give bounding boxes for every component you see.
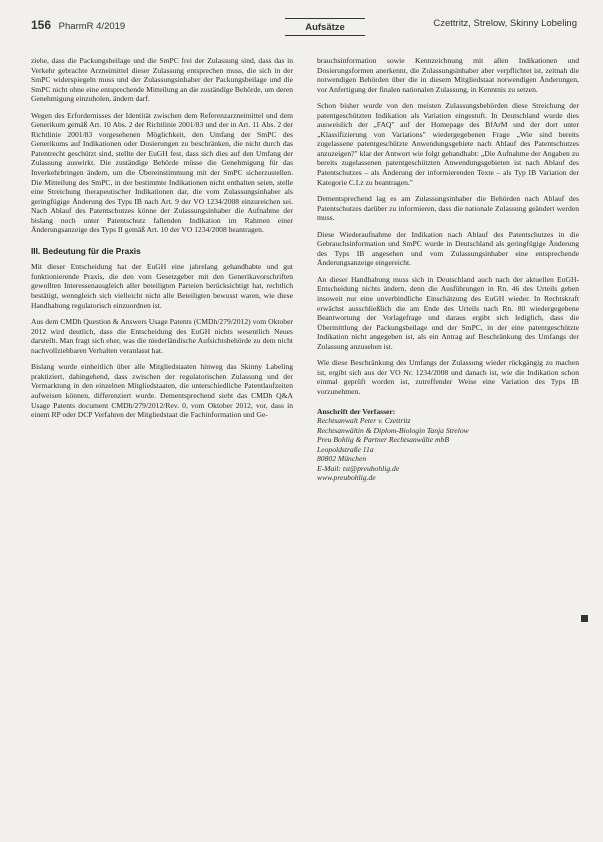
paragraph: Aus dem CMDh Question & Answers Usage Patents (CMDh/279/2012) vom Oktober 2012 wird deutlich, dass die Entscheidung des EuGH nichts wesentlich Neues darstellt. Man fragt sich eher, was die niederländische Aufsichtsbehörde zu dem nicht nachvollziehbaren Verhalten veranlasst hat. xyxy=(31,317,293,355)
page-header xyxy=(31,14,577,34)
author-line: Rechtsanwalt Peter v. Czettritz xyxy=(317,416,411,426)
paragraph: Schon bisher wurde von den meisten Zulassungsbehörden diese Streichung der patentgeschützten Indikation als Variation eingestuft. In Deutschland wurde dies ausweislich der „FAQ" auf der Homepage des BfArM und der dort unter „Klassifizierung von Variations" wiedergegebenen Frage „Wie sind bereits zugelassene patentgeschützte Anwendungsgebiete nach Ablauf des Patentschutzes anzuzeigen?" klar der Antwort wie folgt gehandhabt: „Die Aufnahme der Angaben zu bereits zugelassenen patentgeschützten Anwendungsgebieten ist nach Ablauf des Patentschutzes – als Änderung der informierenden Texte – als Typ IB Variation der Kategorie C.I.z zu beantragen." xyxy=(317,101,579,187)
paragraph: Bislang wurde einheitlich über alle Mitgliedstaaten hinweg das Skinny Labeling praktiziert, dahingehend, dass zwischen der regulatorischen Zulassung und der Vermarktung in den einzelnen Mitgliedstaaten, die unterschiedliche Patentlaufzeiten aufweisen können, differenziert wurde. Dementsprechend sieht das CMDh Q&A Usage Patents document CMDh/279/2012/Rev. 0, vom Oktober 2012, vor, dass in einem RP oder DCP Verfahren der Mitgliedstaat die Fachinformation und Ge- xyxy=(31,362,293,420)
paragraph: ziehe, dass die Packungsbeilage und die SmPC frei der Zulassung sind, dass das in Verkehr gebrachte Arzneimittel dieser Zulassung entsprechen muss, die sich in der SmPC widerspiegeln muss und der Zulassungsinhaber der Packungsbeilage und die SmPC nicht ohne eine entsprechende Mitteilung an die zuständige Behörde, um deren Genehmigung einzuholen, ändern darf. xyxy=(31,56,293,104)
author-address-heading: Anschrift der Verfasser: xyxy=(317,406,396,416)
author-line: Rechtsanwältin & Diplom-Biologin Tanja Strelow xyxy=(317,425,469,435)
paragraph: Dementsprechend lag es am Zulassungsinhaber die Behörden nach Ablauf des Patentschutzes darüber zu informieren, dass die nationale Zulassung geändert werden muss. xyxy=(317,194,579,223)
section-heading: III. Bedeutung für die Praxis xyxy=(31,245,141,256)
paragraph: Wegen des Erfordernisses der Identität zwischen dem Referenzarzneimittel und dem Generikum gemäß Art. 10 Abs. 2 der Richtlinie 2001/83 und der in Art. 11 Abs. 2 der Richtlinie 2001/83 vorgesehenen Möglichkeit, den Umfang der SmPC des Generikums auf Indikationen oder Dosierungen zu beschränken, die nicht durch das Patentrecht geschützt sind, stellte der EuGH fest, dass sich dies auf den Umfang der Zulassung auswirkt. Die zuständige Behörde müsse die Genehmigung für das Inverkehrbringen ändern, um die Übereinstimmung mit der SmPC sicherzustellen. Die Mitteilung des SmPC, in der bestimmte Indikationen nicht enthalten seien, stelle eine Streichung therapeutischer Indikationen dar, die vom Zulassungsinhaber als geringfügige Änderung des Typs IB nach Art. 9 der VO 1234/2008 einzureichen sei. Nach Ablauf des Patentschutzes könne der Zulassungsinhaber die Aufnahme der bislang noch unter Patentschutz fallenden Indikation im Rahmen einer Änderungsanzeige des Typs II gemäß Art. 10 der VO 1234/2008 beantragen. xyxy=(31,110,293,235)
header-left xyxy=(31,18,125,32)
paragraph: brauchsinformation sowie Kennzeichnung mit allen Indikationen und Dosierungsformen anerkennt, die Zulassungsinhaber aber verpflichtet ist, zeitnah die notwendigen Behörden über die in diesem Mitgliedstaat notwendigen Änderungen, vor Anfertigung der finalen nationalen Zulassung, in Kenntnis zu setzen. xyxy=(317,56,579,94)
article-end-square-icon xyxy=(581,615,588,622)
paragraph: An dieser Handhabung muss sich in Deutschland auch nach der aktuellen EuGH-Entscheidung nichts ändern, denn die Ausführungen in Rn. 46 des Urteils geben insoweit nur eine unverbindliche Einschätzung des EuGH wieder. In Rechtskraft erwächst ausschließlich die am Ende des Urteils nach Rn. 80 wiedergegebene Beantwortung der Vorlagefrage und daraus ergibt sich lediglich, dass die Übermittlung der Packungsbeilage und der SmPC, in der eine patentgeschützte Indikation nicht angegeben ist, als ein Antrag auf Beschränkung des Umfangs der Zulassung anzusehen ist. xyxy=(317,274,579,351)
author-address xyxy=(317,416,579,483)
right-column xyxy=(317,56,579,483)
page-number: 156 xyxy=(31,18,52,32)
author-line: Leopoldstraße 11a xyxy=(317,444,374,454)
author-website: www.preubohlig.de xyxy=(317,473,376,483)
paragraph: Diese Wiederaufnahme der Indikation nach Ablauf des Patentschutzes in die Gebrauchsinformation und SmPC wurde in Deutschland als geringfügige Änderung des Typs IB angesehen und vom Zulassungsinhaber eine entsprechende Änderungsanzeige eingereicht. xyxy=(317,229,579,268)
author-line: 80802 München xyxy=(317,454,367,464)
journal-name: PharmR 4/2019 xyxy=(58,21,126,32)
paragraph: Mit dieser Entscheidung hat der EuGH eine jahrelang gehandhabte und gut funktionierende Praxis, die den vom Gesetzgeber mit den Generikavorschriften gewollten Interessenausgleich aller beteiligten Parteien berücksichtigt hat, rechtlich bestätigt, wenngleich sich vielleicht nicht alle Beteiligten bewusst waren, wie diese Handhabung regulatorisch einzuordnen ist. xyxy=(31,262,293,310)
author-line: Preu Bohlig & Partner Rechtsanwälte mbB xyxy=(317,435,449,445)
paragraph: Wie diese Beschränkung des Umfangs der Zulassung wieder rückgängig zu machen ist, ergibt sich aus der VO Nr. 1234/2008 und danach ist, wie die Indikation schon einmal geprüft worden ist, zutreffender Weise eine Variation des Typs IB vorzunehmen. xyxy=(317,358,579,396)
left-column xyxy=(31,56,293,427)
section-title: Aufsätze xyxy=(285,18,365,36)
header-authors: Czettritz, Strelow, Skinny Lobeling xyxy=(433,18,577,29)
author-email: E-Mail: tst@preubohlig.de xyxy=(317,463,400,473)
